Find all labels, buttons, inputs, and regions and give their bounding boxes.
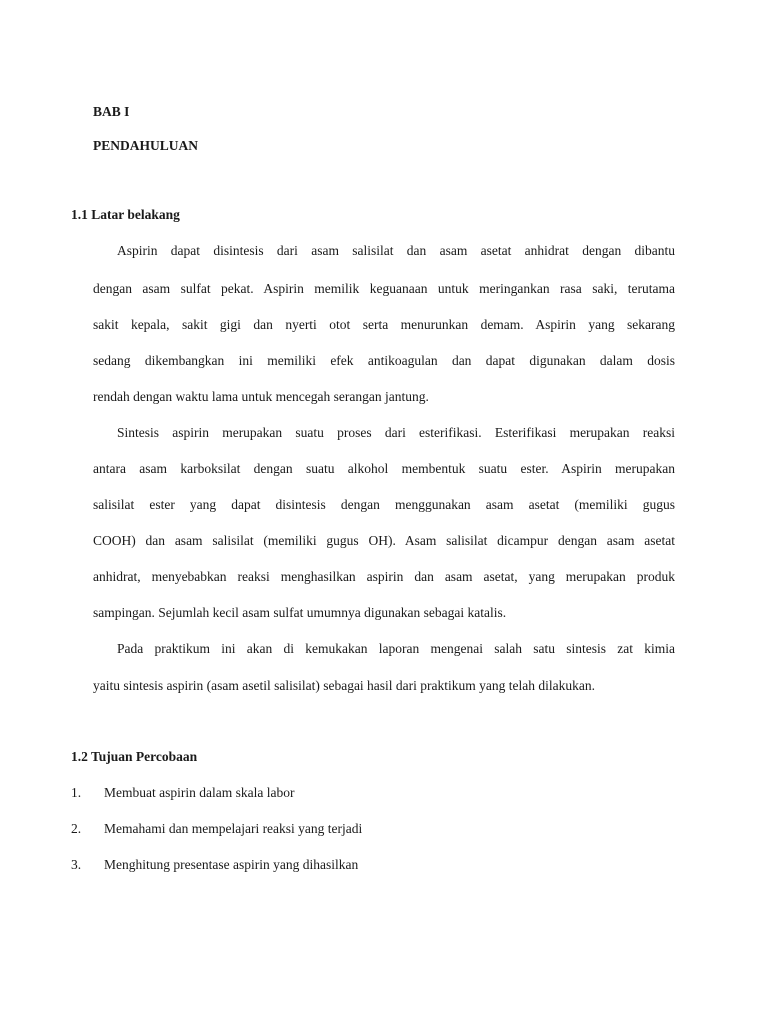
- paragraph-line: COOH) dan asam salisilat (memiliki gugus OH). Asam salisilat dicampur dengan asam asetat: [93, 533, 675, 548]
- list-item-text: Membuat aspirin dalam skala labor: [104, 785, 295, 800]
- list-item-number: 1.: [71, 785, 82, 800]
- paragraph-line: yaitu sintesis aspirin (asam asetil salisilat) sebagai hasil dari praktikum yang telah dilakukan.: [93, 678, 595, 693]
- paragraph-line: sampingan. Sejumlah kecil asam sulfat umumnya digunakan sebagai katalis.: [93, 605, 507, 620]
- list-item-text: Memahami dan mempelajari reaksi yang terjadi: [104, 821, 363, 836]
- section-heading-tujuan-percobaan: 1.2 Tujuan Percobaan: [71, 749, 198, 764]
- list-item-text: Menghitung presentase aspirin yang dihasilkan: [104, 857, 359, 872]
- paragraph-line: Sintesis aspirin merupakan suatu proses dari esterifikasi. Esterifikasi merupakan reaksi: [117, 425, 675, 440]
- paragraph-line: antara asam karboksilat dengan suatu alkohol membentuk suatu ester. Aspirin merupakan: [93, 461, 675, 476]
- paragraph-line: Aspirin dapat disintesis dari asam salisilat dan asam asetat anhidrat dengan dibantu: [117, 243, 675, 258]
- paragraph-line: rendah dengan waktu lama untuk mencegah serangan jantung.: [93, 389, 429, 404]
- section-heading-latar-belakang: 1.1 Latar belakang: [71, 207, 180, 222]
- paragraph-line: Pada praktikum ini akan di kemukakan laporan mengenai salah satu sintesis zat kimia: [117, 641, 675, 656]
- paragraph-line: sedang dikembangkan ini memiliki efek antikoagulan dan dapat digunakan dalam dosis: [93, 353, 675, 368]
- chapter-label: BAB I: [93, 104, 130, 119]
- paragraph-line: sakit kepala, sakit gigi dan nyerti otot serta menurunkan demam. Aspirin yang sekarang: [93, 317, 675, 332]
- list-item-number: 3.: [71, 857, 82, 872]
- paragraph-line: salisilat ester yang dapat disintesis dengan menggunakan asam asetat (memiliki gugus: [93, 497, 675, 512]
- paragraph-line: anhidrat, menyebabkan reaksi menghasilkan aspirin dan asam asetat, yang merupakan produk: [93, 569, 675, 584]
- chapter-title: PENDAHULUAN: [93, 138, 199, 153]
- paragraph-line: dengan asam sulfat pekat. Aspirin memilik keguanaan untuk meringankan rasa saki, terutama: [93, 281, 675, 296]
- list-item-number: 2.: [71, 821, 82, 836]
